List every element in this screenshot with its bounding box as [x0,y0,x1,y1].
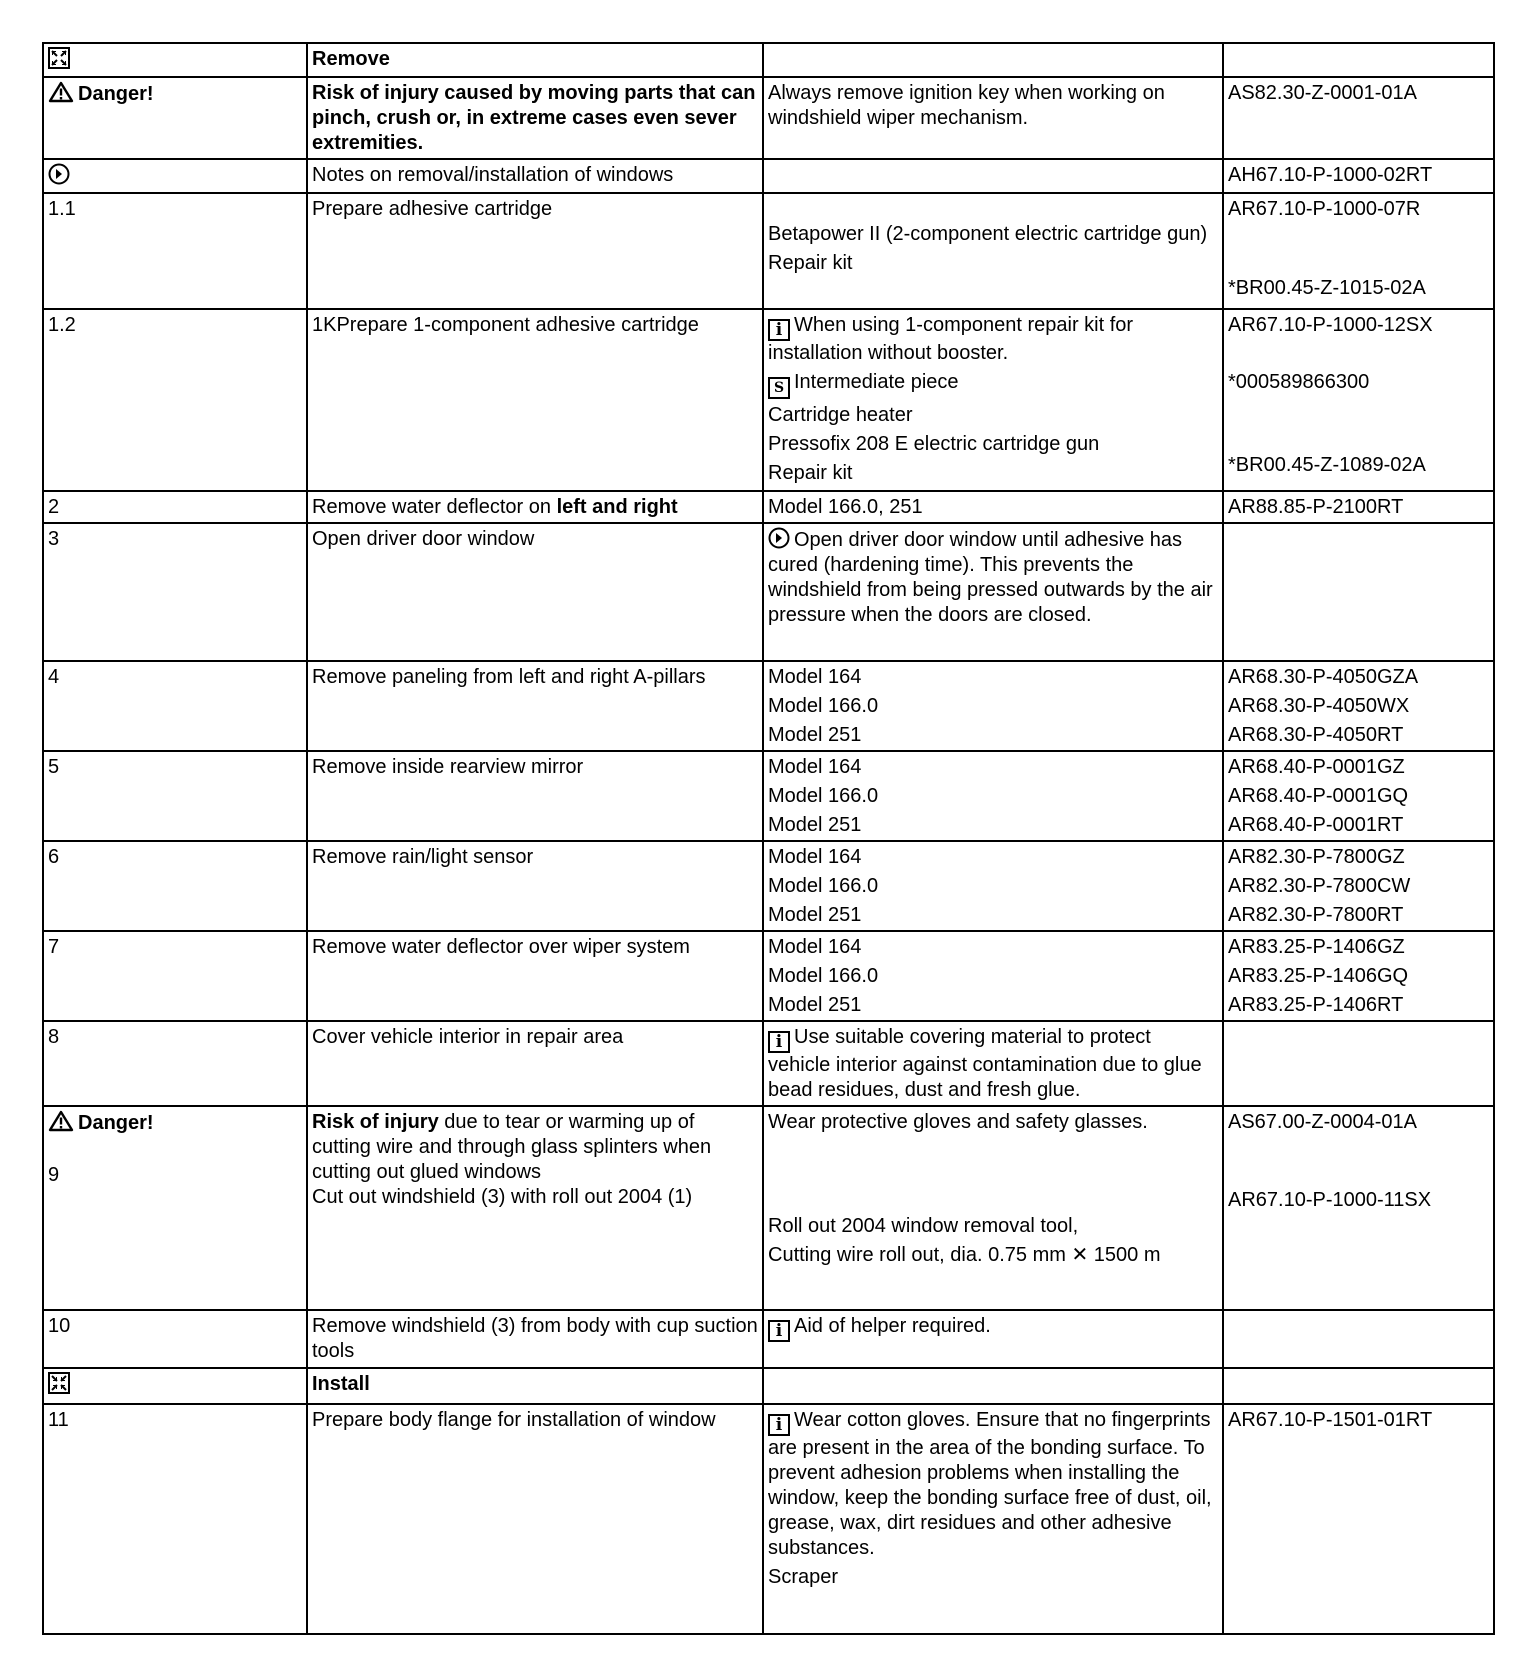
document-reference: AR67.10-P-1000-07R [1228,198,1421,220]
table-row [43,841,1494,931]
danger-label: Danger! [78,83,154,105]
tool-item: Intermediate piece [794,371,959,393]
document-reference: AR68.30-P-4050WX [1228,695,1410,717]
step-description: Prepare body flange for installation of window [307,1404,763,1634]
table-row [43,1404,1494,1634]
step-description: Remove water deflector on [312,496,557,518]
step-description: Notes on removal/installation of windows [307,159,763,193]
procedure-table [42,42,1495,1635]
table-row [43,1368,1494,1404]
document-reference: AR68.40-P-0001GZ [1228,756,1405,778]
model-item: Model 251 [768,994,862,1016]
model-item: Model 251 [768,814,862,836]
document-reference: AR67.10-P-1501-01RT [1223,1404,1494,1634]
model-item: Model 166.0 [768,875,879,897]
step-number: 9 [48,1164,60,1186]
tool-item: Repair kit [768,252,853,274]
step-number: 11 [43,1404,307,1634]
step-emphasis: left and right [556,496,678,518]
table-row [43,491,1494,523]
info-icon: i [768,319,790,341]
danger-instruction: Always remove ignition key when working on windshield wiper mechanism. [763,77,1223,159]
table-row [43,43,1494,77]
document-reference: AS82.30-Z-0001-01A [1223,77,1494,159]
special-tool-icon: S [768,377,790,399]
tool-item: Pressofix 208 E electric cartridge gun [768,433,1100,455]
part-number: *000589866300 [1228,371,1370,393]
table-row [43,1021,1494,1106]
model-item: Model 166.0 [768,695,879,717]
step-number: 1.2 [43,309,307,491]
model-item: Model 166.0 [768,965,879,987]
info-icon: i [768,1414,790,1436]
danger-description: Risk of injury caused by moving parts that can pinch, crush or, in extreme cases even sever extremities. [307,77,763,159]
info-note: Use suitable covering material to protect vehicle interior against contamination due to glue bead residues, dust and fresh glue. [768,1026,1202,1101]
step-description: Open driver door window [307,523,763,661]
document-reference: AR82.30-P-7800CW [1228,875,1411,897]
model-item: Model 164 [768,756,862,778]
table-row [43,661,1494,751]
model-item: Model 164 [768,936,862,958]
step-description: Remove windshield (3) from body with cup suction tools [307,1310,763,1368]
document-reference: AR88.85-P-2100RT [1223,491,1494,523]
info-note: Wear cotton gloves. Ensure that no fingerprints are present in the area of the bonding surface. To prevent adhesion problems when installing the window, keep the bonding surface free of dust, oil, grease, wax, dirt residues and other adhesive substances. [768,1409,1212,1559]
table-row [43,751,1494,841]
notes-icon [48,163,70,185]
part-number: *BR00.45-Z-1015-02A [1228,277,1426,299]
tool-item: Repair kit [768,462,853,484]
step-description: 1KPrepare 1-component adhesive cartridge [307,309,763,491]
warning-triangle-icon [48,81,74,103]
tool-item: Cartridge heater [768,404,913,426]
warning-triangle-icon [48,1110,74,1132]
info-note: When using 1-component repair kit for installation without booster. [768,314,1134,364]
step-description: Remove rain/light sensor [307,841,763,931]
step-description: Prepare adhesive cartridge [307,193,763,309]
danger-instruction: Wear protective gloves and safety glasses. [768,1111,1148,1133]
danger-title: Risk of injury [312,1111,439,1133]
document-reference: AH67.10-P-1000-02RT [1223,159,1494,193]
step-number: 3 [43,523,307,661]
step-number: 7 [43,931,307,1021]
install-icon [48,1372,70,1394]
table-row [43,159,1494,193]
step-description: Remove paneling from left and right A-pillars [307,661,763,751]
document-reference: AR82.30-P-7800GZ [1228,846,1405,868]
tool-item: Scraper [768,1566,839,1588]
part-number: *BR00.45-Z-1089-02A [1228,454,1426,476]
notes-icon [768,527,790,549]
model-item: Model 166.0 [768,785,879,807]
tool-item: Roll out 2004 window removal tool, [768,1215,1079,1237]
table-row [43,931,1494,1021]
note-text: Open driver door window until adhesive has cured (hardening time). This prevents the windshield from being pressed outwards by the air pressure when the doors are closed. [768,529,1213,626]
table-row [43,1310,1494,1368]
step-number: 1.1 [43,193,307,309]
step-number: 10 [43,1310,307,1368]
tool-item: Betapower II (2-component electric cartridge gun) [768,223,1208,245]
document-reference: AR83.25-P-1406GQ [1228,965,1409,987]
section-title-install: Install [307,1368,763,1404]
model-info: Model 166.0, 251 [763,491,1223,523]
step-description: Cut out windshield (3) with roll out 2004 (1) [312,1186,693,1208]
step-description: Remove water deflector over wiper system [307,931,763,1021]
document-reference: AR82.30-P-7800RT [1228,904,1404,926]
document-reference: AR68.30-P-4050RT [1228,724,1404,746]
model-item: Model 164 [768,666,862,688]
step-description: Cover vehicle interior in repair area [307,1021,763,1106]
document-reference: AR83.25-P-1406RT [1228,994,1404,1016]
step-number: 8 [43,1021,307,1106]
info-icon: i [768,1031,790,1053]
document-reference: AR68.40-P-0001GQ [1228,785,1409,807]
tool-item: Cutting wire roll out, dia. 0.75 mm ✕ 1500 m [768,1244,1161,1266]
step-number: 2 [43,491,307,523]
danger-label: Danger! [78,1112,154,1134]
remove-section-cell [43,43,307,77]
model-item: Model 251 [768,724,862,746]
section-title-remove: Remove [307,43,763,77]
model-item: Model 164 [768,846,862,868]
document-reference: AS67.00-Z-0004-01A [1228,1111,1418,1133]
table-row [43,77,1494,159]
document-reference: AR68.30-P-4050GZA [1228,666,1419,688]
model-item: Model 251 [768,904,862,926]
step-number: 4 [43,661,307,751]
info-icon: i [768,1320,790,1342]
info-note: Aid of helper required. [794,1315,991,1337]
table-row [43,523,1494,661]
document-reference: AR67.10-P-1000-11SX [1228,1189,1432,1211]
table-row [43,1106,1494,1310]
step-number: 5 [43,751,307,841]
table-row [43,309,1494,491]
danger-cell [43,77,307,159]
remove-icon [48,47,70,69]
document-reference: AR68.40-P-0001RT [1228,814,1404,836]
document-reference: AR67.10-P-1000-12SX [1228,314,1433,336]
step-number: 6 [43,841,307,931]
document-reference: AR83.25-P-1406GZ [1228,936,1405,958]
danger-cell [48,1110,302,1136]
step-description: Remove inside rearview mirror [307,751,763,841]
danger-description: due to tear or warming up of cutting wire and through glass splinters when cutting out glued windows [312,1111,712,1183]
table-row [43,193,1494,309]
install-section-cell [43,1368,307,1404]
